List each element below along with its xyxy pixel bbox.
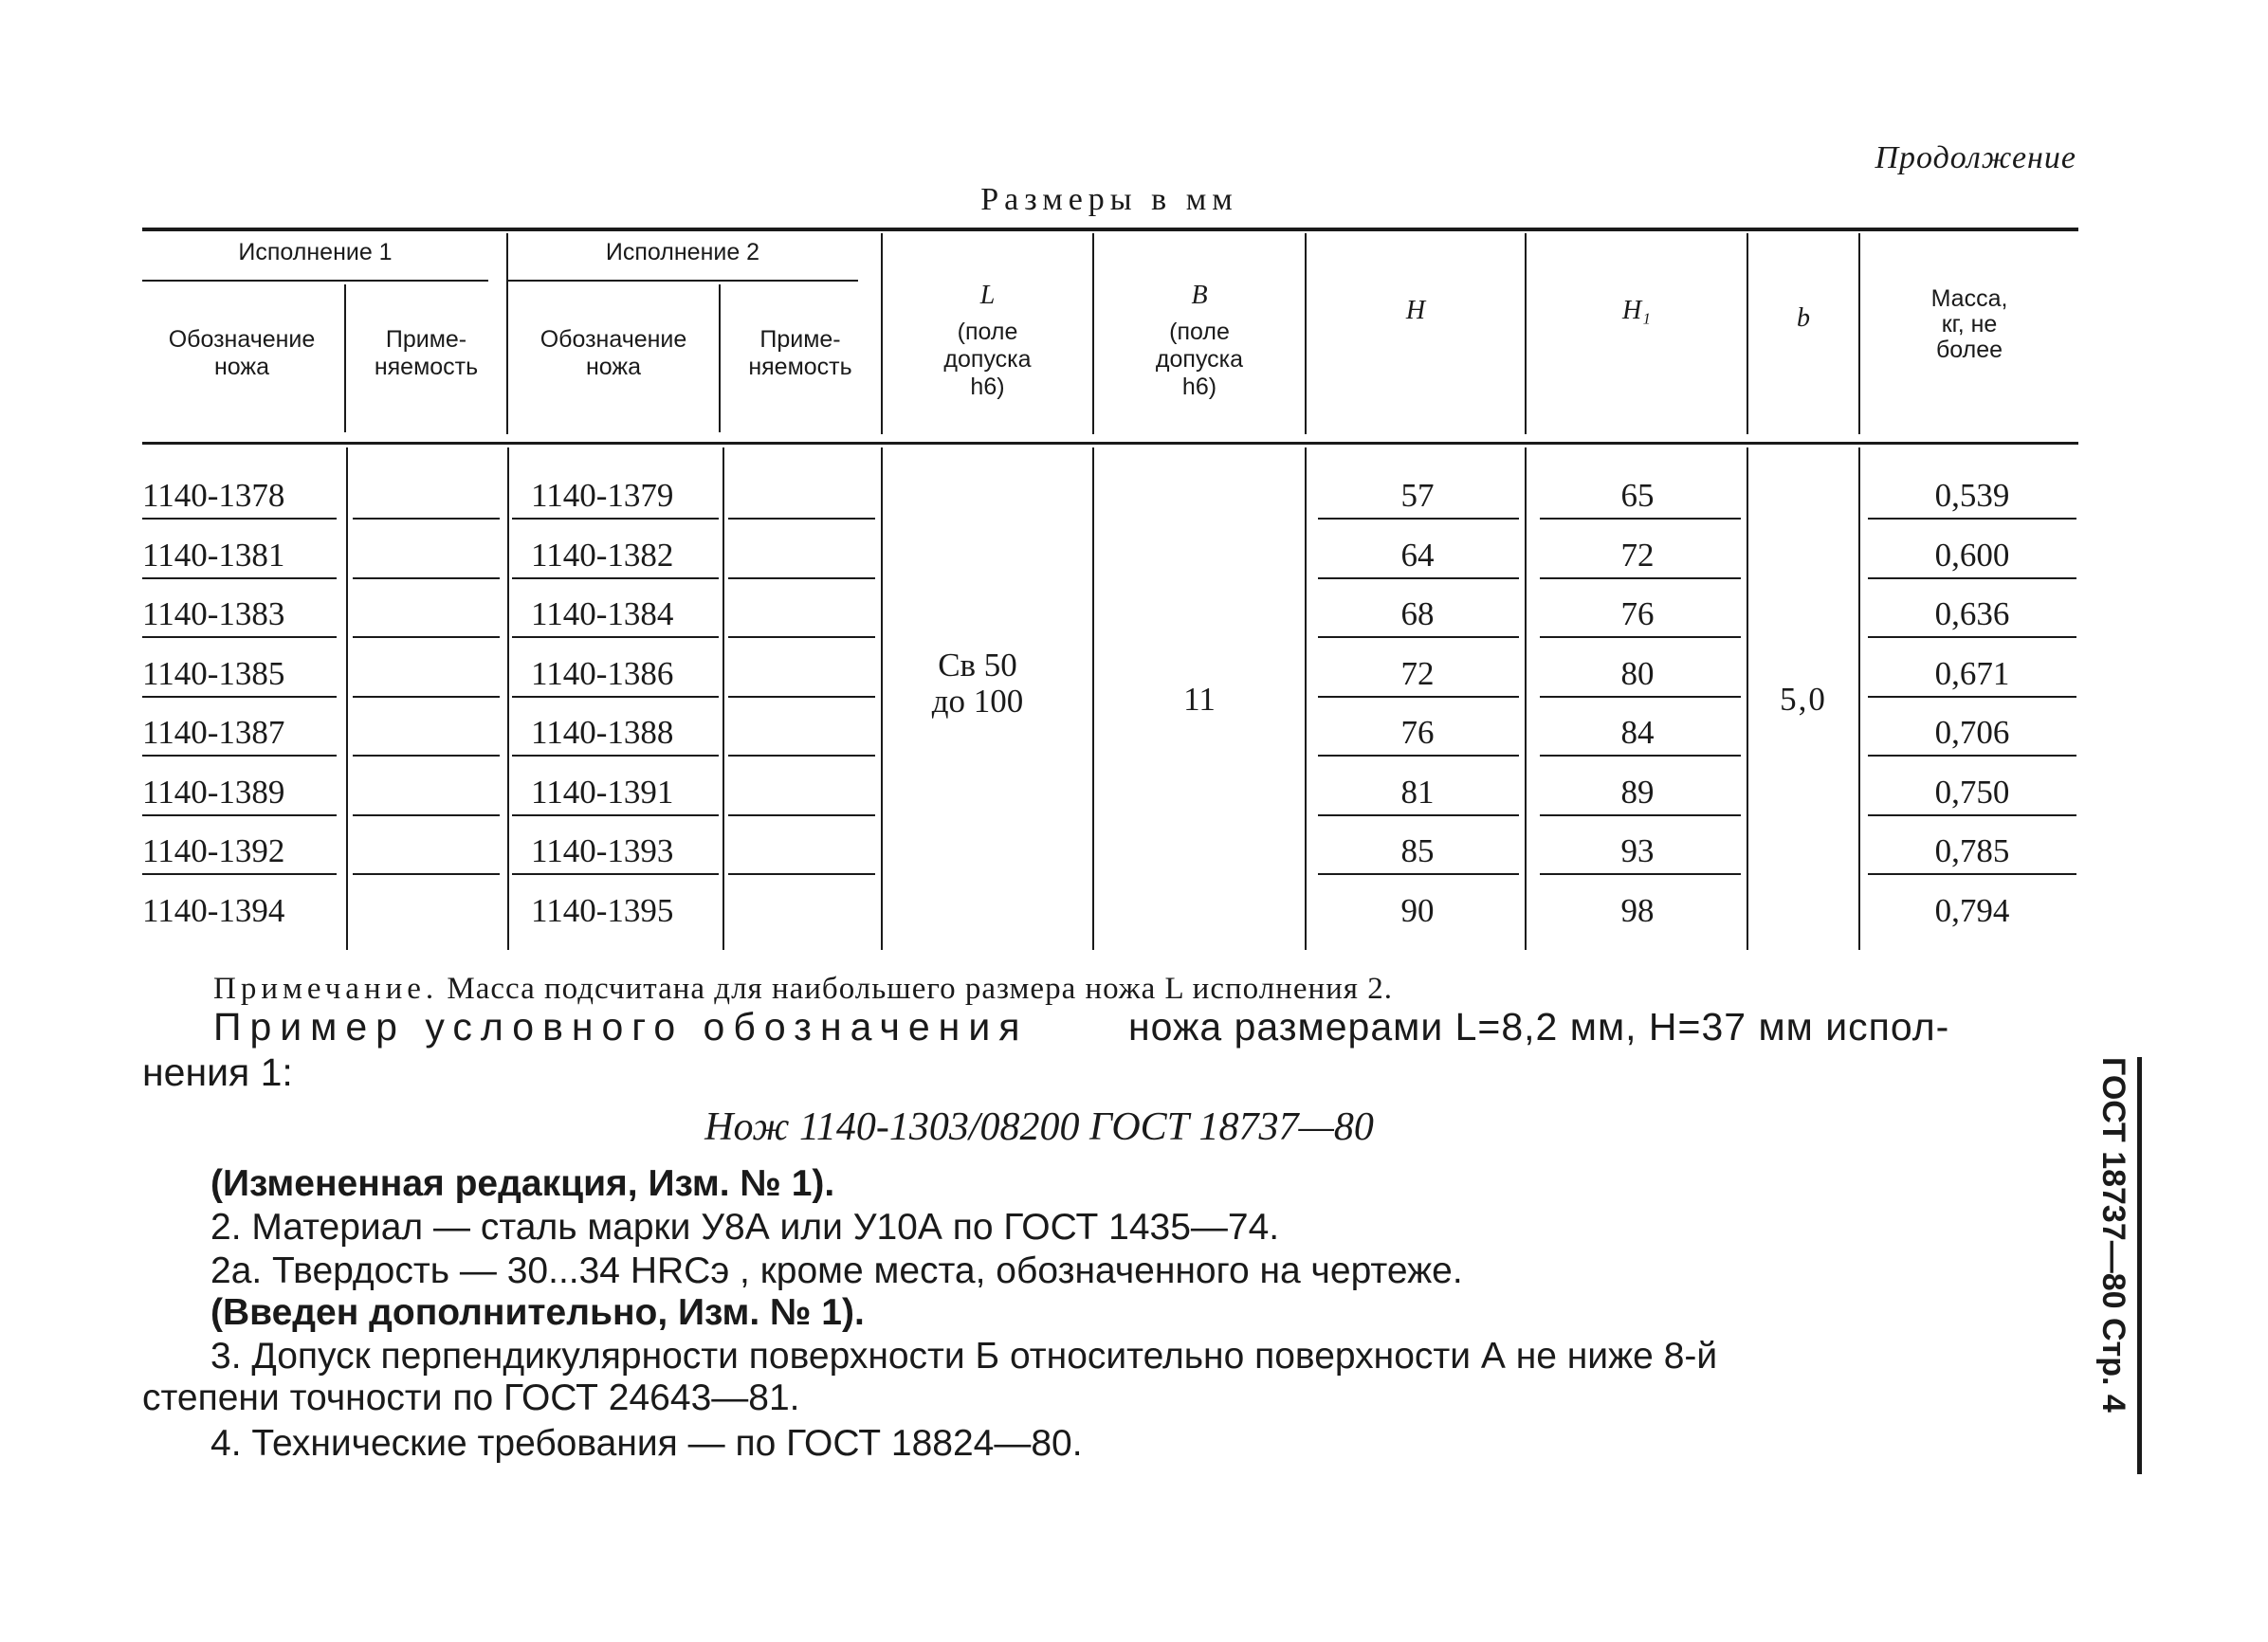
row-rule [353, 636, 500, 638]
header-divider [1525, 233, 1527, 434]
header-designation-1: Обозначение ножа [168, 326, 316, 380]
row-rule [1318, 577, 1519, 579]
H1-cell: 93 [1620, 832, 1655, 869]
designation-2-cell: 1140-1384 [531, 595, 674, 632]
table-top-rule [142, 228, 2078, 231]
row-rule [512, 873, 719, 875]
designation-1-cell: 1140-1389 [142, 774, 285, 811]
row-rule [1540, 636, 1741, 638]
header-execution-1: Исполнение 1 [238, 239, 393, 265]
header-B-tolerance: (поле допуска h6) [1155, 319, 1244, 400]
header-divider [344, 284, 346, 432]
body-divider [1858, 447, 1860, 950]
side-label: ГОСТ 18737—80 Стр. 4 [2095, 1057, 2131, 1413]
body-divider [1305, 447, 1307, 950]
row-rule [353, 696, 500, 698]
paragraph-material: 2. Материал — сталь марки У8А или У10А по ГОСТ 1435—74. [210, 1207, 1280, 1248]
H1-cell: 84 [1620, 714, 1655, 751]
H-cell: 81 [1400, 774, 1435, 811]
header-divider [1305, 233, 1307, 434]
row-rule [142, 636, 337, 638]
row-rule [353, 577, 500, 579]
paragraph-tolerance-line1: 3. Допуск перпендикулярности поверхности Б относительно поверхности А не ниже 8-й [210, 1336, 1718, 1377]
row-rule [1868, 636, 2076, 638]
row-rule [512, 636, 719, 638]
row-rule [142, 696, 337, 698]
row-rule [1868, 577, 2076, 579]
amendment-note-1: (Измененная редакция, Изм. № 1). [210, 1163, 835, 1204]
header-b: b [1797, 303, 1810, 333]
row-rule [512, 696, 719, 698]
row-rule [728, 873, 875, 875]
designation-1-cell: 1140-1392 [142, 832, 285, 869]
units-caption: Размеры в мм [980, 182, 1238, 217]
header-H: H [1405, 296, 1426, 325]
L-range-line2: до 100 [931, 683, 1024, 720]
row-rule [142, 755, 337, 757]
header-applicability-1: Приме- няемость [374, 326, 479, 380]
row-rule [1540, 577, 1741, 579]
header-divider [1747, 233, 1748, 434]
mass-cell: 0,706 [1934, 714, 2010, 751]
designation-2-cell: 1140-1391 [531, 774, 674, 811]
designation-2-cell: 1140-1393 [531, 832, 674, 869]
row-rule [1868, 873, 2076, 875]
H-cell: 57 [1400, 477, 1435, 514]
row-rule [1540, 873, 1741, 875]
note-text: Масса подсчитана для наибольшего размера ножа L исполнения 2. [447, 972, 1393, 1006]
designation-1-cell: 1140-1387 [142, 714, 285, 751]
header-H1: H₁ [1622, 296, 1651, 325]
row-rule [512, 814, 719, 816]
exec1-underline [142, 280, 488, 282]
mass-cell: 0,539 [1934, 477, 2010, 514]
row-rule [512, 755, 719, 757]
H-cell: 68 [1400, 595, 1435, 632]
row-rule [1540, 814, 1741, 816]
row-rule [1318, 814, 1519, 816]
designation-2-cell: 1140-1379 [531, 477, 674, 514]
body-divider [722, 447, 724, 950]
row-rule [1868, 814, 2076, 816]
header-L: L [979, 281, 996, 310]
row-rule [1318, 755, 1519, 757]
H1-cell: 80 [1620, 655, 1655, 692]
designation-1-cell: 1140-1381 [142, 537, 285, 574]
designation-2-cell: 1140-1386 [531, 655, 674, 692]
row-rule [1318, 873, 1519, 875]
row-rule [1318, 696, 1519, 698]
row-rule [728, 755, 875, 757]
example-line1-rest: ножа размерами L=8,2 мм, H=37 мм испол- [1128, 1005, 1950, 1049]
row-rule [1318, 636, 1519, 638]
table-note [213, 972, 1393, 1007]
body-divider [1525, 447, 1527, 950]
exec2-underline [507, 280, 858, 282]
header-bottom-rule [142, 442, 2078, 445]
H1-cell: 72 [1620, 537, 1655, 574]
H-cell: 64 [1400, 537, 1435, 574]
mass-cell: 0,636 [1934, 595, 2010, 632]
note-label: Примечание. [213, 972, 439, 1006]
paragraph-requirements: 4. Технические требования — по ГОСТ 18824—80. [210, 1423, 1083, 1464]
row-rule [353, 518, 500, 520]
example-lead: Пример условного обозначения [213, 1005, 1029, 1049]
designation-1-cell: 1140-1385 [142, 655, 285, 692]
designation-1-cell: 1140-1378 [142, 477, 285, 514]
row-rule [1868, 518, 2076, 520]
row-rule [353, 755, 500, 757]
H-cell: 72 [1400, 655, 1435, 692]
H1-cell: 76 [1620, 595, 1655, 632]
continuation-label: Продолжение [1875, 140, 2076, 175]
row-rule [728, 636, 875, 638]
side-running-header [2095, 1057, 2160, 1474]
designation-1-cell: 1140-1394 [142, 892, 285, 929]
row-rule [1540, 696, 1741, 698]
row-rule [728, 696, 875, 698]
row-rule [1868, 755, 2076, 757]
H-cell: 90 [1400, 892, 1435, 929]
mass-cell: 0,750 [1934, 774, 2010, 811]
designation-2-cell: 1140-1395 [531, 892, 674, 929]
row-rule [728, 577, 875, 579]
H1-cell: 89 [1620, 774, 1655, 811]
body-divider [346, 447, 348, 950]
mass-cell: 0,671 [1934, 655, 2010, 692]
row-rule [1540, 755, 1741, 757]
L-range-line1: Св 50 [938, 647, 1017, 684]
header-B: B [1191, 281, 1208, 310]
paragraph-tolerance-line2: степени точности по ГОСТ 24643—81. [142, 1377, 800, 1418]
header-L-tolerance: (поле допуска h6) [943, 319, 1032, 400]
row-rule [142, 873, 337, 875]
row-rule [353, 873, 500, 875]
example-line2: нения 1: [142, 1050, 293, 1094]
designation-1-cell: 1140-1383 [142, 595, 285, 632]
row-rule [142, 814, 337, 816]
row-rule [142, 577, 337, 579]
body-divider [507, 447, 509, 950]
header-applicability-2: Приме- няемость [748, 326, 852, 380]
designation-2-cell: 1140-1388 [531, 714, 674, 751]
row-rule [142, 518, 337, 520]
row-rule [728, 814, 875, 816]
H-cell: 76 [1400, 714, 1435, 751]
H1-cell: 65 [1620, 477, 1655, 514]
row-rule [1540, 518, 1741, 520]
row-rule [1318, 518, 1519, 520]
B-value: 11 [1183, 681, 1216, 718]
amendment-note-2: (Введен дополнительно, Изм. № 1). [210, 1292, 865, 1333]
header-execution-2: Исполнение 2 [605, 239, 760, 265]
row-rule [353, 814, 500, 816]
header-mass: Масса, кг, не более [1930, 285, 2008, 363]
designation-2-cell: 1140-1382 [531, 537, 674, 574]
H-cell: 85 [1400, 832, 1435, 869]
header-designation-2: Обозначение ножа [540, 326, 687, 380]
row-rule [728, 518, 875, 520]
row-rule [512, 577, 719, 579]
row-rule [512, 518, 719, 520]
mass-cell: 0,600 [1934, 537, 2010, 574]
side-rule [2137, 1057, 2142, 1474]
H1-cell: 98 [1620, 892, 1655, 929]
mass-cell: 0,785 [1934, 832, 2010, 869]
sample-designation: Нож 1140-1303/08200 ГОСТ 18737—80 [704, 1105, 1374, 1149]
row-rule [1868, 696, 2076, 698]
mass-cell: 0,794 [1934, 892, 2010, 929]
b-value: 5,0 [1780, 681, 1827, 718]
paragraph-hardness: 2а. Твердость — 30...34 HRCэ , кроме места, обозначенного на чертеже. [210, 1250, 1463, 1291]
